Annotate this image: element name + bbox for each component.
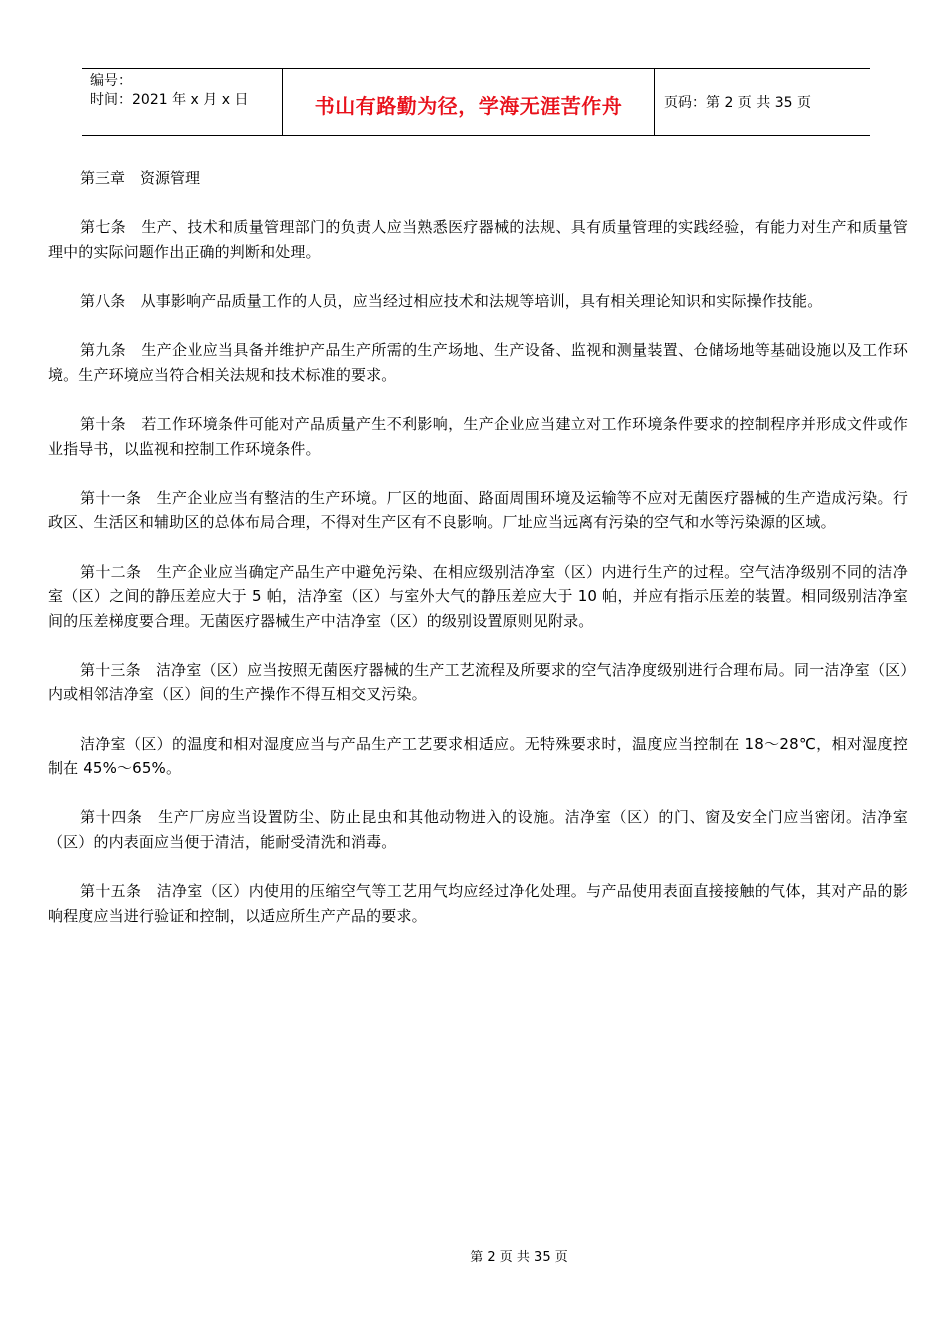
document-date: 时间：2021 年 x 月 x 日 <box>90 92 249 108</box>
page-footer: 第 2 页 共 35 页 <box>470 1250 568 1265</box>
article-11: 第十一条 生产企业应当有整洁的生产环境。厂区的地面、路面周围环境及运输等不应对无菌医疗器械的生产造成污染。行政区、生活区和辅助区的总体布局合理，不得对生产区有不良影响。厂址应当远离有污染的空气和水等污染源的区域。 <box>48 488 908 532</box>
header-motto-cell <box>282 69 655 135</box>
article-14: 第十四条 生产厂房应当设置防尘、防止昆虫和其他动物进入的设施。洁净室（区）的门、窗及安全门应当密闭。洁净室（区）的内表面应当便于清洁，能耐受清洗和消毒。 <box>48 808 908 852</box>
article-7: 第七条 生产、技术和质量管理部门的负责人应当熟悉医疗器械的法规、具有质量管理的实践经验，有能力对生产和质量管理中的实际问题作出正确的判断和处理。 <box>48 218 908 261</box>
article-8: 第八条 从事影响产品质量工作的人员，应当经过相应技术和法规等培训，具有相关理论知识和实际操作技能。 <box>80 291 823 310</box>
document-number-label: 编号： <box>90 73 132 89</box>
article-10: 第十条 若工作环境条件可能对产品质量产生不利影响，生产企业应当建立对工作环境条件要求的控制程序并形成文件或作业指导书，以监视和控制工作环境条件。 <box>48 414 908 458</box>
article-13: 第十三条 洁净室（区）应当按照无菌医疗器械的生产工艺流程及所要求的空气洁净度级别进行合理布局。同一洁净室（区）内或相邻洁净室（区）间的生产操作不得互相交叉污染。 <box>48 660 908 704</box>
article-15: 第十五条 洁净室（区）内使用的压缩空气等工艺用气均应经过净化处理。与产品使用表面直接接触的气体，其对产品的影响程度应当进行验证和控制，以适应所生产产品的要求。 <box>48 882 908 925</box>
header-page-cell <box>655 69 870 135</box>
document-body <box>48 166 908 928</box>
article-13-climate: 洁净室（区）的温度和相对湿度应当与产品生产工艺要求相适应。无特殊要求时，温度应当控制在 18～28℃，相对湿度控制在 45%～65%。 <box>48 734 908 778</box>
article-9: 第九条 生产企业应当具备并维护产品生产所需的生产场地、生产设备、监视和测量装置、仓储场地等基础设施以及工作环境。生产环境应当符合相关法规和技术标准的要求。 <box>48 341 908 384</box>
article-12: 第十二条 生产企业应当确定产品生产中避免污染、在相应级别洁净室（区）内进行生产的过程。空气洁净级别不同的洁净室（区）之间的静压差应大于 5 帕，洁净室（区）与室外大气的静压差应大于 10 帕，并应有指示压差的装置。相同级别洁净室间的压差梯度要合理。无菌医疗器械生产中洁净室（区）的级别设置原则见附录。 <box>48 562 908 630</box>
chapter-title: 第三章 资源管理 <box>80 169 201 187</box>
header-info-cell <box>82 69 282 135</box>
header-motto: 书山有路勤为径，学海无涯苦作舟 <box>314 93 623 118</box>
page-header <box>82 68 870 136</box>
header-page-code: 页码：第 2 页 共 35 页 <box>664 95 811 111</box>
